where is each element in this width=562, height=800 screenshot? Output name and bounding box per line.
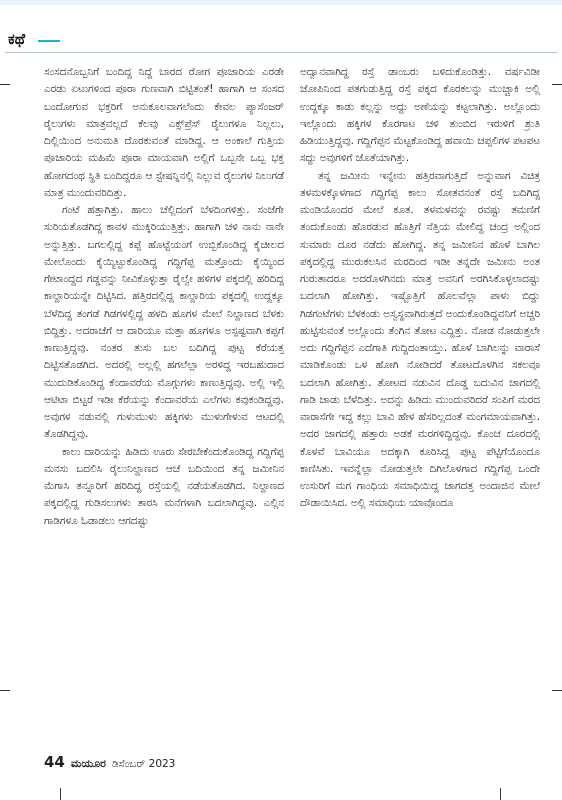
section-title: ಕಥೆ xyxy=(8,30,26,48)
right-column xyxy=(300,64,540,742)
page-number: 44 xyxy=(44,753,65,771)
magazine-name: ಮಯೂರ xyxy=(70,757,106,770)
section-divider xyxy=(5,52,557,53)
paragraph: ತನ್ನ ಜಮೀನು ಇನ್ನೇನು ಹತ್ತಿರವಾಗುತ್ತಿದೆ ಅನ್ನುವಾಗ ವಿಚಿತ್ರ ತಳಮಳಕ್ಕೊಳಗಾದ ಗದ್ದಿಗೆಪ್ಪ ಕಾಲು ಸೋತವನಂತೆ ರಸ್ತೆ ಬದಿಗಿದ್ದ ಮಂಡಿಯೊಂದರ ಮೇಲೆ ಕೂತ. ತಳಮಳವನ್ನು ರವಷ್ಟು ತಮಣಿಗೆ ತಂದುಕೊಂಡು ಹೊರಡುವ ಹೊತ್ತಿಗೆ ನೆತ್ತಿಯ ಮೇಲಿದ್ದ ಚಂದ್ರ ಅಲ್ಲಿಂದ ಸುಮಾರು ದೂರ ನಡೆದು ಹೋಗಿದ್ದ. ತನ್ನ ಜಮೀನಿನ ಹೊಳೆ ಬಾಗಿಲ ಪಕ್ಕದಲ್ಲಿದ್ದ ಮುರುಕಲಸಿನ ಮರದಿಂದ ಇಡೀ ತನ್ನದೇ ಜಮೀನು ಅಂತ ಗುರುತಾದರೂ ಅದರೊಳಗಿನದು ಮಾತ್ರ ಅವನಿಗೆ ಅರಗಿಸಿಕೊಳ್ಳಲಾದಷ್ಟು ಬದಲಾಗಿ ಹೋಗಿತ್ತು. ಇಷ್ಟೊತ್ತಿಗೆ ಹೊಲವೆಲ್ಲಾ ಪಾಳು ಬಿದ್ದು ಗಿಡಗಂಟೆಗಳು ಬೆಳಕಂಡು ಅಸ್ವಸ್ಥವಾಗಿರುತ್ತದೆ ಅಂದುಕೊಂಡಿದ್ದವನಿಗೆ ಅಚ್ಚರಿ ಹುಟ್ಟಿಸುವಂತೆ ಅಲ್ಲೊಂದು ತೆಂಗಿನ ತೋಟ ಎದ್ದಿತ್ತು. ನೋಡ ನೋಡುತ್ತಲೇ ಅದು ಗದ್ದಿಗೆಪ್ಪನ ಎದೆಗಾತಿ ಗುದ್ದಿದಂತಾಯ್ತು. ಹೊಳೆ ಬಾಗಿಲನ್ನು ವಾರಾಸೆ ಮಾಡಿಕೊಂಡು ಒಳ ಹೋಗಿ ನೋಡಿದರೆ ತೋಟದೊಳಗಿನ ಸಕಲವೂ ಬದಲಾಗಿ ಹೋಗಿತ್ತು. ತೋಟದ ನಡುವಿನ ದೊಡ್ಡ ಬದುವಿನ ಜಾಗದಲ್ಲಿ ಗಾಡಿ ಜಾಡು ಬೆಳೆದಿತ್ತು. ಅದನ್ನು ಹಿಡಿದು ಮುಂದುವರಿದರೆ ಸಂಪಿಗೆ ಮರದ ವಾರಾಸೆಗೇ ಇದ್ದ ಕಲ್ಲು ಬಾವಿ ಹೇಳ ಹೆಸರಿಲ್ಲದಂತೆ ಮಂಗಮಾಯವಾಗಿತ್ತು. ಅದರ ಜಾಗದಲ್ಲಿ ಹತ್ತಾರು ಅಡಕೆ ಮರಗಳಿದ್ದಿದ್ದವು. ಕೊಂಚ ದೂರದಲ್ಲಿ ಕೊಳವೆ ಬಾವಿಯೂ ಅದಕ್ಕಾಗಿ ಕೂರಿಸಿದ್ದ ಪುಟ್ಟ ಪೆಟ್ಟಿಗೆಯೊಂದೂ ಕಾಣಿಸಿತು. ಇವನ್ನೆಲ್ಲಾ ನೋಡುತ್ತಲೇ ದಿಗಿಲೊಳಗಾದ ಗದ್ದಿಗೆಪ್ಪ ಒಂದೇ ಉಸುರಿಗೆ ಮಗ ಗಾಂಧಿಯ ಸಮಾಧಿಯಿದ್ದ ಜಾಗದತ್ತ ಅಂದಾಜಿನ ಮೇಲೆ ದೌಡಾಯಿಸಿದ. ಅಲ್ಲಿ ಸಮಾಧಿಯ ಯಾವೊಂದೂ xyxy=(300,169,540,510)
left-column xyxy=(44,64,284,742)
section-title-accent xyxy=(38,40,60,42)
paragraph: ಅದ್ವಾನವಾಗಿದ್ದ ರಸ್ತೆ ಡಾಂಬರು ಬಳಿದುಕೊಂಡಿತ್ತು. ವರ್ಷವಿಡೀ ಜೋಪಿನಿಂದ ಪತಗುಡುತ್ತಿದ್ದ ರಸ್ತೆ ಪಕ್ಕದ ಕೊರಕಲನ್ನು ಮುಚ್ಚಾಕಿ ಅಲ್ಲಿ ಉದ್ದಕ್ಕೂ ಕಾಡು ಕಲ್ಲನ್ನು ಅದ್ದು ಅಣೆಯನ್ನು ಕಟ್ಟಲಾಗಿತ್ತು. ಅಲ್ಲೊಂದು ಇಲ್ಲೊಂದು ಹಕ್ಕಿಗಳ ಕೊರಗಾಟ ಚಳಿ ತುಂಬಿದ ಇರುಳಿಗೆ ಶ್ರುತಿ ಹಿಡಿಯುತ್ತಿದ್ದವು. ಗದ್ದಿಗೆಪ್ಪನ ಮೆಟ್ಟಕೊಂಡಿದ್ದ ಹವಾಯಿ ಚಪ್ಪಲಿಗಳ ಪಟಪಟ ಸದ್ದು ಅವುಗಳಿಗೆ ಜೊತೆಯಾಗಿತ್ತು. xyxy=(300,66,540,165)
crop-mark xyxy=(552,690,562,691)
crop-mark xyxy=(552,84,562,85)
crop-mark xyxy=(0,690,10,691)
paragraph: ಕಾಲು ದಾರಿಯನ್ನು ಹಿಡಿದು ಊರು ಸೇರಬೇಕೆಂದುಕೊಂಡಿದ್ದ ಗದ್ದಿಗೆಪ್ಪ ಮನಸು ಬದಲಿಸಿ ರೈಲುನಿಲ್ದಾಣದ ಆಚೆ ಬದಿಯಿಂದ ತನ್ನ ಜಮೀನಿನ ಮೆಗಾಸಿ ತನ್ನೂರಿಗೆ ಹರಿದಿದ್ದ ರಸ್ತೆಯಲ್ಲಿ ನಡೆಯತೊಡಗಿದ. ನಿಲ್ದಾಣದ ಪಕ್ಕದಲ್ಲಿದ್ದ ಗುಡಿಸಲುಗಳು ತಾರಸಿ ಮನೆಗಳಾಗಿ ಬದಲಾಗಿದ್ದವು. ಎಲ್ಲಿನ ಗಾಡಿಗಳೂ ಓಡಾಡಲು ಆಗದಷ್ಟು xyxy=(44,445,284,527)
issue-date: ಡಿಸೆಂಬರ್ 2023 xyxy=(111,758,176,770)
top-accent-bar xyxy=(0,0,562,5)
crop-mark xyxy=(0,84,10,85)
paragraph: ಸಂಸದನೊಬ್ಬನಿಗೆ ಬಂದಿದ್ದ ನಿದ್ದೆ ಬಾರದ ರೋಗ ಪೂಜಾರಿಯ ಎರಡೇ ಎರಡು ಏಟುಗಳಿಂದ ಪೂರಾ ಗುಣವಾಗಿ ಬಿಟ್ಟಿತಂತೆ! ಹಾಗಾಗಿ ಆ ಸಂಸದ ಬಂದೋಗುವ ಭಕ್ತರಿಗೆ ಅನುಕೂಲವಾಗಲೆಂದು ಕೇವಲ ಪ್ಯಾಸೆಂಜರ್ ರೈಲುಗಳು ಮಾತ್ರವಲ್ಲದೆ ಕೆಲವು ಎಕ್ಸ್‌ಪ್ರೆಸ್ ರೈಲುಗಳೂ ನಿಲ್ಲಲು, ದಿಲ್ಲಿಯಿಂದ ಅನುಮತಿ ದೊರಕುವಂತೆ ಮಾಡಿದ್ದ. ಆ ಅಂಕಾಲೆ ಗುತ್ತಿಯ ಪೂಜಾರಿಯ ಮಹಿಮೆ ಪೂರಾ ಮಾಯವಾಗಿ ಅಲ್ಲಿಗೆ ಒಬ್ಬನೇ ಒಬ್ಬ ಭಕ್ತ ಹೋಗದಂಥ ಸ್ಥಿತಿ ಬಂದಿದ್ದರೂ ಆ ಸ್ಟೇಷನ್ನಿನಲ್ಲಿ ನಿಲ್ಲುವ ರೈಲುಗಳ ನಿಲುಗಡೆ ಮಾತ್ರ ಮುಂದುವರಿದಿತ್ತು. xyxy=(44,66,284,199)
crop-mark xyxy=(60,788,61,800)
section-header xyxy=(8,30,31,48)
page-footer xyxy=(44,753,175,771)
crop-mark xyxy=(500,788,501,800)
paragraph: ಗಂಟೆ ಹತ್ತಾಗಿತ್ತು. ಹಾಲು ಚೆಲ್ಲಿದಂಗೆ ಬೆಳದಿಂಗಳಿತ್ತು. ಸಂಜೆಗೇ ಸುರಿಯತೊಡಗಿದ್ದ ಕಾವಳ ಮುಕ್ಕಿರಿಯುತ್ತಿತ್ತು. ಹಾಗಾಗಿ ಚಳಿ ನಾನು ನಾನೇ ಅನ್ನುತ್ತಿತ್ತು. ಬಗಲಲ್ಲಿದ್ದ ಕಪ್ಪೆ ಹೊಟ್ಟೆಯಂಗೆ ಉಬ್ಬಿಕೊಂಡಿದ್ದ ಕೈಚೀಲದ ಮೇಲೊಂದು ಕೈಯ್ಯಿಟ್ಟುಕೊಂಡಿದ್ದ ಗದ್ದಿಗೆಪ್ಪ ಮತ್ತೊಂದು ಕೈಯ್ಯಿಂದ ಗೇಟಾಂದ್ದದ ಗಡ್ಡವನ್ನು ನೀವಿಕೊಳ್ಳುತ್ತಾ ರೈಲ್ವೇ ಹಳಿಗಳ ಪಕ್ಕದಲ್ಲಿ ಹರಿದಿದ್ದ ಕಾಲ್ದಾರಿಯನ್ನೇ ದಿಟ್ಟಿಸಿದ. ಹತ್ತಿರದಲ್ಲಿದ್ದ ಕಾಲ್ದಾರಿಯ ಪಕ್ಕದಲ್ಲಿ ಉದ್ದಕ್ಕೂ ಬೆಳೆದಿದ್ದ ತಂಗಡೆ ಗಿಡಗಳಲ್ಲಿದ್ದ ಹಳದಿ ಹೂಗಳ ಮೇಲೆ ನಿಲ್ದಾಣದ ಬೆಳಕು ಬಿದ್ದಿತ್ತು. ಅದರಾಚೆಗೆ ಆ ದಾರಿಯೂ ಮತ್ತಾ ಹೂಗಳೂ ಅಸ್ಪಷ್ಟವಾಗಿ ಕಪ್ಪಗೆ ಕಾಣುತ್ತಿದ್ದವು. ನಂತರ ತುಸು ಬಲ ಬದಿಗಿದ್ದ ಪುಟ್ಟ ಕೆರೆಯತ್ತ ದಿಟ್ಟಿಸತೊಡಗಿದ. ಅದರಲ್ಲಿ ಅಲ್ಲಲ್ಲಿ ಹಗಲೆಲ್ಲಾ ಅರಳಿದ್ದ ಇರಬಹುದಾದ ಮುದುಡಿಕೊಂಡಿದ್ದ ಕೆಂದಾವರೆಯ ಮೊಗ್ಗುಗಳು ಕಾಣುತ್ತಿದ್ದವು. ಅಲ್ಲಿ ಇಲ್ಲಿ ಆಟಿಟಾ ಬಿಟ್ಟರೆ ಇಡೀ ಕೆರೆಯನ್ನು ಕೆಂದಾವರೆಯ ಎಲೆಗಳು ಕವುಕಂಡಿದ್ದವು. ಅವುಗಳ ನಡುವಲ್ಲಿ ಗುಳುಮುಳು ಹಕ್ಕಿಗಳು ಮುಳುಗೇಳುವ ಆಟದಲ್ಲಿ ತೊಡಗಿದ್ದವು. xyxy=(44,204,284,441)
